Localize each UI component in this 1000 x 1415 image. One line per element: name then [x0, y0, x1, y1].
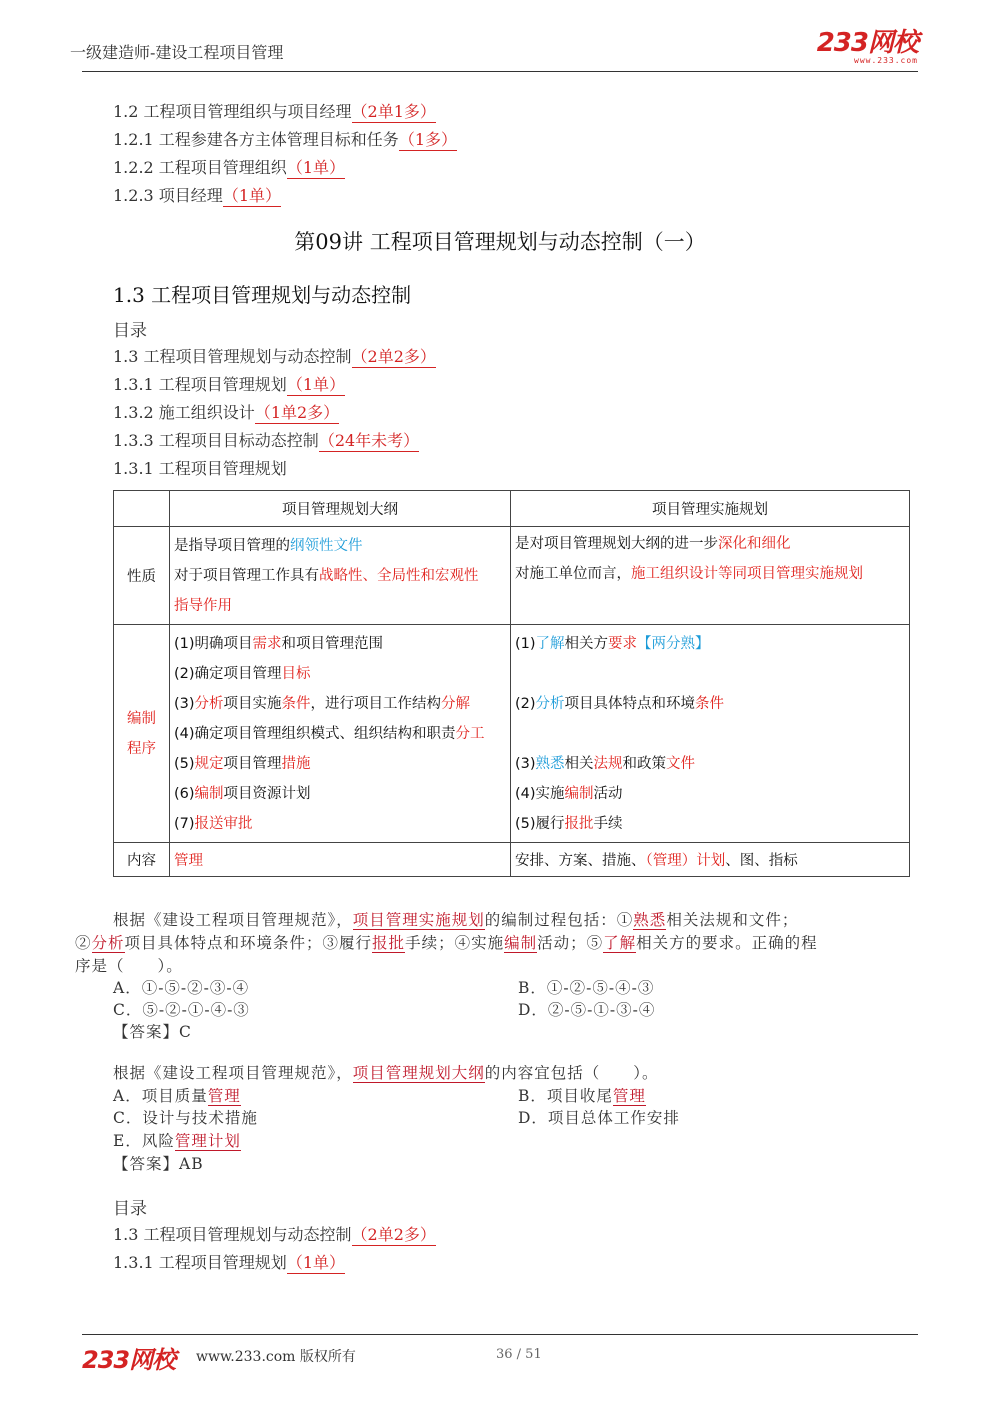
table-cell: 安排、方案、措施、（管理）计划、图、指标 — [511, 843, 910, 877]
toc-item: 1.3.1 工程项目管理规划（1单） — [113, 1253, 345, 1272]
question-1-line: ②分析项目具体特点和环境条件；③履行报批手续；④实施编制活动；⑤了解相关方的要求。正确的程 — [75, 934, 818, 952]
logo-text: 233网校 — [816, 28, 918, 58]
table-row — [114, 527, 910, 625]
toc-label: 目录 — [113, 321, 147, 341]
table-cell: 管理 — [170, 843, 511, 877]
toc-item: 1.2 工程项目管理组织与项目经理（2单1多） — [113, 102, 436, 121]
option-b: B．①-②-⑤-④-③ — [518, 979, 655, 997]
column-header: 项目管理规划大纲 — [170, 491, 511, 527]
lecture-title: 第09讲 工程项目管理规划与动态控制（一） — [294, 230, 706, 254]
column-header: 项目管理实施规划 — [511, 491, 910, 527]
table-cell: (1)明确项目需求和项目管理范围 (2)确定项目管理目标 (3)分析项目实施条件，进行项目工作结构分解 (4)确定项目管理组织模式、组织结构和职责分工 (5)规定项目管理措施 (6)编制项目资源计划 (7)报送审批 — [170, 625, 511, 843]
planning-comparison-table — [113, 490, 910, 877]
table-cell: (1)了解相关方要求【两分熟】 (2)分析项目具体特点和环境条件 (3)熟悉相关法规和政策文件 (4)实施编制活动 (5)履行报批手续 — [511, 625, 910, 843]
brand-logo — [817, 30, 918, 65]
option-d: D．②-⑤-①-③-④ — [518, 1001, 656, 1019]
toc-item: 1.3.2 施工组织设计（1单2多） — [113, 403, 340, 422]
option-c: C．设计与技术措施 — [113, 1109, 258, 1127]
header-divider — [82, 71, 918, 72]
question-1-line: 序是（ ）。 — [75, 957, 183, 975]
row-label: 编制 程序 — [114, 625, 170, 843]
header-title: 一级建造师-建设工程项目管理 — [70, 43, 284, 62]
answer: 【答案】AB — [113, 1155, 204, 1173]
footer-divider — [82, 1334, 918, 1335]
footer-copyright: www.233.com 版权所有 — [196, 1349, 356, 1365]
table-row — [114, 843, 910, 877]
footer-logo: 233网校 — [82, 1346, 176, 1374]
section-title: 1.3 工程项目管理规划与动态控制 — [113, 283, 412, 307]
table-corner — [114, 491, 170, 527]
option-b: B．项目收尾管理 — [518, 1087, 646, 1105]
toc-item: 1.3 工程项目管理规划与动态控制（2单2多） — [113, 1225, 436, 1244]
table-cell: 是指导项目管理的纲领性文件 对于项目管理工作具有战略性、全局性和宏观性 指导作用 — [170, 527, 511, 625]
toc-item: 1.2.1 工程参建各方主体管理目标和任务（1多） — [113, 130, 457, 149]
subsection-title: 1.3.1 工程项目管理规划 — [113, 459, 287, 478]
page-number: 36 / 51 — [496, 1347, 542, 1362]
table-header-row — [114, 491, 910, 527]
toc-item: 1.2.3 项目经理（1单） — [113, 186, 281, 205]
question-2-line: 根据《建设工程项目管理规范》，项目管理规划大纲的内容宜包括（ ）。 — [113, 1064, 659, 1082]
option-c: C．⑤-②-①-④-③ — [113, 1001, 250, 1019]
option-a: A．项目质量管理 — [113, 1087, 241, 1105]
toc-label: 目录 — [113, 1199, 147, 1219]
answer: 【答案】C — [113, 1023, 192, 1041]
toc-item: 1.3.3 工程项目目标动态控制（24年未考） — [113, 431, 420, 450]
row-label: 内容 — [114, 843, 170, 877]
question-1-line: 根据《建设工程项目管理规范》，项目管理实施规划的编制过程包括：①熟悉相关法规和文件； — [113, 911, 799, 929]
row-label: 性质 — [114, 527, 170, 625]
logo-url: www.233.com — [854, 56, 918, 65]
toc-item: 1.2.2 工程项目管理组织（1单） — [113, 158, 345, 177]
toc-item: 1.3 工程项目管理规划与动态控制（2单2多） — [113, 347, 436, 366]
table-row — [114, 625, 910, 843]
toc-item: 1.3.1 工程项目管理规划（1单） — [113, 375, 345, 394]
option-e: E．风险管理计划 — [113, 1132, 241, 1150]
option-d: D．项目总体工作安排 — [518, 1109, 680, 1127]
table-cell: 是对项目管理规划大纲的进一步深化和细化 对施工单位而言，施工组织设计等同项目管理实施规划 — [511, 527, 910, 625]
option-a: A．①-⑤-②-③-④ — [113, 979, 250, 997]
